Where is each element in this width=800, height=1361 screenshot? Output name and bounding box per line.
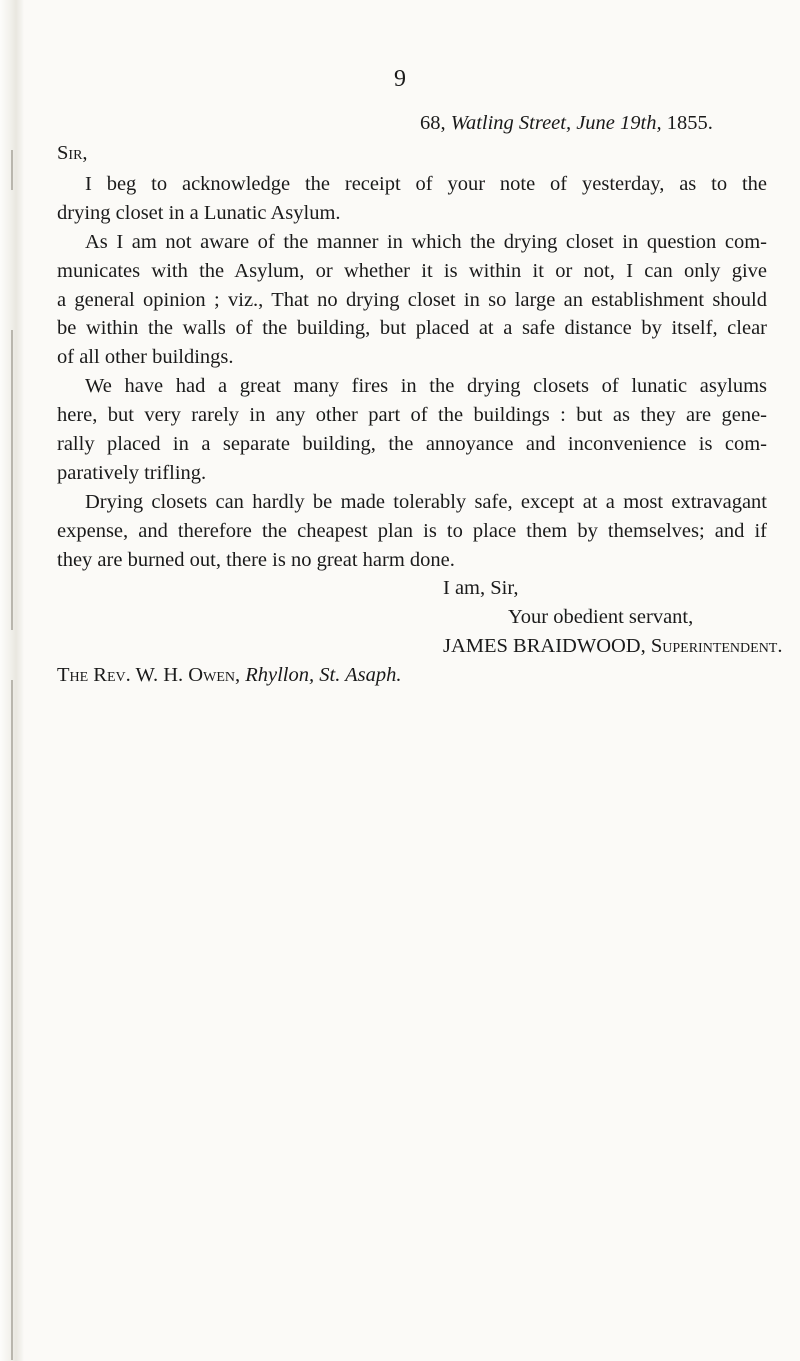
closing: I am, Sir, [443,577,519,599]
body-line: municates with the Asylum, or whether it is within it or not, I can only give [57,260,767,282]
body-line: a general opinion ; viz., That no drying closet in so large an establishment should [57,289,767,311]
dateline-address: 68, [420,112,446,134]
body-line: drying closet in a Lunatic Asylum. [57,202,341,224]
addressee [57,664,401,687]
binding-mark [11,680,13,1360]
body-line: of all other buildings. [57,346,234,368]
body-line: We have had a great many fires in the drying closets of lunatic asylums [85,375,767,397]
body-line: paratively trifling. [57,462,207,484]
binding-mark [11,150,13,190]
body-line: rally placed in a separate building, the annoyance and inconvenience is com- [57,433,767,455]
body-line: Drying closets can hardly be made tolerably safe, except at a most extravagant [85,491,767,513]
signature-title: Superintendent. [650,635,783,657]
addressee-place: Rhyllon, St. Asaph. [245,664,402,686]
addressee-name: The Rev. W. H. Owen, [57,664,241,686]
binding-mark [11,330,13,630]
body-line: expense, and therefore the cheapest plan is to place them by themselves; and if [57,520,767,542]
dateline [420,112,713,135]
body-line: As I am not aware of the manner in which the drying closet in question com- [85,231,767,253]
dateline-street-date: Watling Street, June 19th, [450,112,662,134]
valediction: Your obedient servant, [508,606,694,628]
salutation: Sir, [57,142,88,164]
body-line: they are burned out, there is no great harm done. [57,549,455,571]
dateline-year: 1855. [666,112,713,134]
signature-name: JAMES BRAIDWOOD, [443,635,646,657]
body-line: I beg to acknowledge the receipt of your note of yesterday, as to the [85,173,767,195]
body-line: be within the walls of the building, but placed at a safe distance by itself, clear [57,317,767,339]
body-line: here, but very rarely in any other part of the buildings : but as they are gene- [57,404,767,426]
page-number: 9 [394,66,406,92]
page-gutter [0,0,24,1361]
signature [443,635,782,658]
